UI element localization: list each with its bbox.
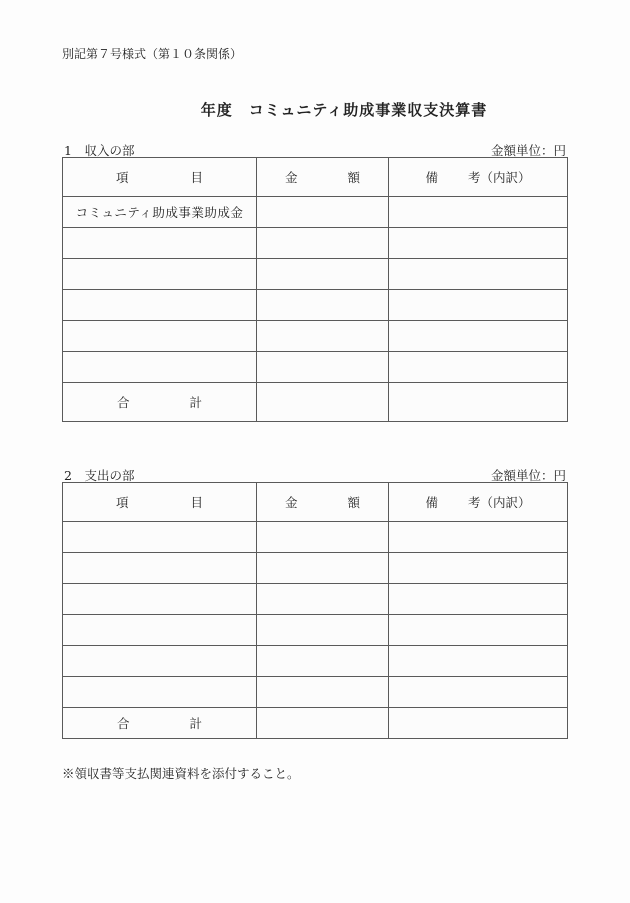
remarks-cell[interactable] (389, 259, 568, 290)
total-amount-cell[interactable] (257, 708, 389, 739)
expense-total-row (63, 708, 568, 739)
item-cell[interactable] (63, 615, 257, 646)
document-title: 年度 コミュニティ助成事業収支決算書 (200, 101, 488, 119)
amount-cell[interactable] (257, 553, 389, 584)
remarks-cell[interactable] (389, 677, 568, 708)
remarks-cell[interactable] (389, 290, 568, 321)
income-unit-label: 金額単位：円 (490, 143, 566, 158)
table-row (63, 197, 568, 228)
amount-cell[interactable] (257, 677, 389, 708)
total-remarks-cell[interactable] (389, 708, 568, 739)
header-amount-char2: 額 (347, 495, 361, 510)
total-label-char1: 合 (116, 395, 130, 410)
header-remarks-char1: 備 (425, 495, 438, 510)
amount-cell[interactable] (257, 228, 389, 259)
header-item-char1: 項 (115, 170, 129, 185)
header-item-char2: 目 (190, 170, 204, 185)
header-remarks-rest: 考（内訳） (468, 170, 531, 185)
table-row (63, 352, 568, 383)
total-label (63, 708, 257, 739)
amount-cell[interactable] (257, 584, 389, 615)
table-row (63, 553, 568, 584)
item-cell[interactable] (63, 646, 257, 677)
remarks-cell[interactable] (389, 584, 568, 615)
amount-cell[interactable] (257, 522, 389, 553)
table-row (63, 522, 568, 553)
table-row (63, 677, 568, 708)
remarks-cell[interactable] (389, 352, 568, 383)
total-label (63, 383, 257, 422)
item-cell[interactable] (63, 553, 257, 584)
header-amount-char1: 金 (284, 170, 298, 185)
item-cell[interactable] (63, 321, 257, 352)
table-row (63, 228, 568, 259)
remarks-cell[interactable] (389, 553, 568, 584)
total-label-char1: 合 (116, 716, 130, 731)
amount-cell[interactable] (257, 615, 389, 646)
expense-table (62, 482, 568, 739)
remarks-cell[interactable] (389, 321, 568, 352)
income-section-label: 1 収入の部 (64, 143, 135, 158)
header-item-char1: 項 (115, 495, 129, 510)
header-amount (257, 158, 389, 197)
remarks-cell[interactable] (389, 646, 568, 677)
table-row (63, 259, 568, 290)
item-cell[interactable] (63, 259, 257, 290)
header-remarks-char1: 備 (425, 170, 438, 185)
amount-cell[interactable] (257, 646, 389, 677)
amount-cell[interactable] (257, 197, 389, 228)
income-header-row (63, 158, 568, 197)
expense-unit-label: 金額単位：円 (490, 468, 566, 483)
remarks-cell[interactable] (389, 197, 568, 228)
income-total-row (63, 383, 568, 422)
header-item-char2: 目 (190, 495, 204, 510)
header-amount-char2: 額 (347, 170, 361, 185)
expense-header-row (63, 483, 568, 522)
remarks-cell[interactable] (389, 615, 568, 646)
remarks-cell[interactable] (389, 522, 568, 553)
item-cell[interactable] (63, 290, 257, 321)
header-remarks (389, 158, 568, 197)
amount-cell[interactable] (257, 352, 389, 383)
expense-section-label: 2 支出の部 (64, 468, 135, 483)
item-cell[interactable]: コミュニティ助成事業助成金 (63, 197, 257, 228)
table-row (63, 321, 568, 352)
item-cell[interactable] (63, 677, 257, 708)
attachment-note: ※領収書等支払関連資料を添付すること。 (62, 766, 300, 781)
header-item (63, 158, 257, 197)
table-row (63, 615, 568, 646)
table-row (63, 584, 568, 615)
total-label-char2: 計 (189, 395, 203, 410)
amount-cell[interactable] (257, 321, 389, 352)
remarks-cell[interactable] (389, 228, 568, 259)
item-cell[interactable] (63, 228, 257, 259)
total-remarks-cell[interactable] (389, 383, 568, 422)
table-row (63, 646, 568, 677)
header-item (63, 483, 257, 522)
amount-cell[interactable] (257, 290, 389, 321)
header-amount (257, 483, 389, 522)
header-amount-char1: 金 (284, 495, 298, 510)
amount-cell[interactable] (257, 259, 389, 290)
form-id: 別記第７号様式（第１０条関係） (62, 47, 243, 61)
table-row (63, 290, 568, 321)
income-table (62, 157, 568, 422)
total-amount-cell[interactable] (257, 383, 389, 422)
item-cell[interactable] (63, 352, 257, 383)
total-label-char2: 計 (189, 716, 203, 731)
header-remarks (389, 483, 568, 522)
item-cell[interactable] (63, 522, 257, 553)
header-remarks-rest: 考（内訳） (468, 495, 531, 510)
item-cell[interactable] (63, 584, 257, 615)
